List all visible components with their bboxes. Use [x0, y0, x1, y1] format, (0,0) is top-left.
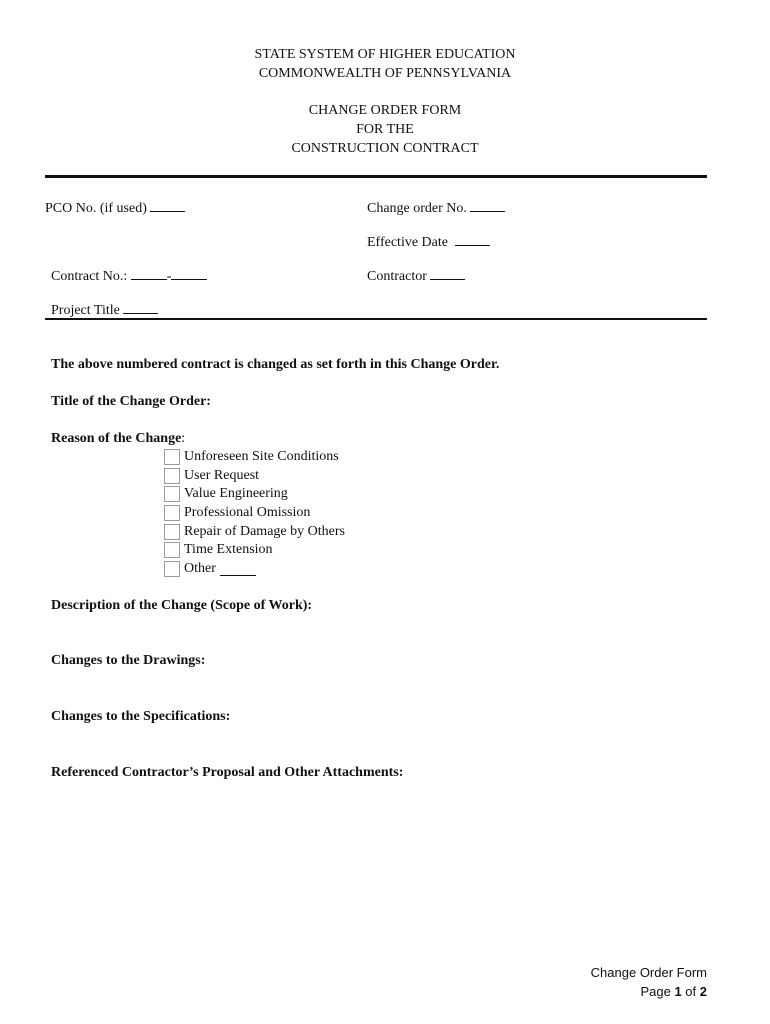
project-title-field [51, 301, 158, 319]
reason-option-label: Unforeseen Site Conditions [184, 449, 339, 464]
pco-label: PCO No. (if used) [45, 201, 147, 216]
reason-option [164, 541, 273, 559]
reason-option [164, 467, 259, 485]
checkbox-unforeseen-site-conditions[interactable] [164, 449, 180, 465]
reason-option [164, 448, 339, 466]
project-title-label: Project Title [51, 303, 120, 318]
fields-divider [45, 318, 707, 320]
reason-option-label: Other [184, 561, 216, 576]
reason-heading [51, 431, 185, 447]
reason-option [164, 504, 310, 522]
reason-option-label: Time Extension [184, 542, 273, 557]
description-heading: Description of the Change (Scope of Work): [51, 598, 313, 613]
pco-blank[interactable] [150, 199, 185, 212]
footer-form-name: Change Order Form [590, 965, 707, 980]
effective-date-field [367, 233, 490, 251]
page-current: 1 [674, 984, 682, 999]
footer-page-number [640, 984, 707, 999]
checkbox-user-request[interactable] [164, 468, 180, 484]
reason-option-label: Professional Omission [184, 505, 311, 520]
contract-no-field [51, 267, 207, 285]
contractor-blank[interactable] [430, 267, 465, 280]
reason-option [164, 560, 256, 578]
attachments-heading: Referenced Contractor’s Proposal and Other Attachments: [51, 765, 404, 780]
change-order-label: Change order No. [367, 201, 467, 216]
specifications-heading: Changes to the Specifications: [51, 709, 231, 724]
reason-option-label: Value Engineering [184, 486, 288, 501]
contract-no-blank-1[interactable] [131, 267, 167, 280]
reason-option [164, 485, 288, 503]
checkbox-professional-omission[interactable] [164, 505, 180, 521]
header-line-2: COMMONWEALTH OF PENNSYLVANIA [258, 66, 512, 81]
pco-field [45, 199, 185, 217]
contractor-label: Contractor [367, 269, 427, 284]
form-subtitle-2: CONSTRUCTION CONTRACT [291, 141, 479, 156]
checkbox-repair-of-damage[interactable] [164, 524, 180, 540]
change-order-field [367, 199, 505, 217]
checkbox-value-engineering[interactable] [164, 486, 180, 502]
change-order-blank[interactable] [470, 199, 505, 212]
checkbox-time-extension[interactable] [164, 542, 180, 558]
reason-heading-text: Reason of the Change [51, 431, 182, 446]
contract-no-label: Contract No.: [51, 269, 128, 284]
title-heading: Title of the Change Order: [51, 394, 211, 409]
of-word: of [685, 984, 697, 999]
intro-text: The above numbered contract is changed as set forth in this Change Order. [51, 357, 500, 372]
contract-no-separator: - [166, 269, 172, 284]
effective-date-label: Effective Date [367, 235, 448, 250]
contract-no-blank-2[interactable] [171, 267, 207, 280]
top-divider [45, 175, 707, 178]
form-subtitle-1: FOR THE [356, 122, 414, 137]
page-word: Page [640, 984, 671, 999]
effective-date-blank[interactable] [455, 233, 490, 246]
checkbox-other[interactable] [164, 561, 180, 577]
contractor-field [367, 267, 465, 285]
page-total: 2 [699, 984, 707, 999]
reason-option-label: Repair of Damage by Others [184, 524, 345, 539]
project-title-blank[interactable] [123, 301, 158, 314]
form-title: CHANGE ORDER FORM [308, 103, 462, 118]
drawings-heading: Changes to the Drawings: [51, 653, 206, 668]
other-blank[interactable] [220, 563, 256, 576]
reason-heading-colon: : [181, 431, 186, 446]
reason-option [164, 523, 345, 541]
header-line-1: STATE SYSTEM OF HIGHER EDUCATION [254, 47, 516, 62]
reason-option-label: User Request [184, 468, 260, 483]
